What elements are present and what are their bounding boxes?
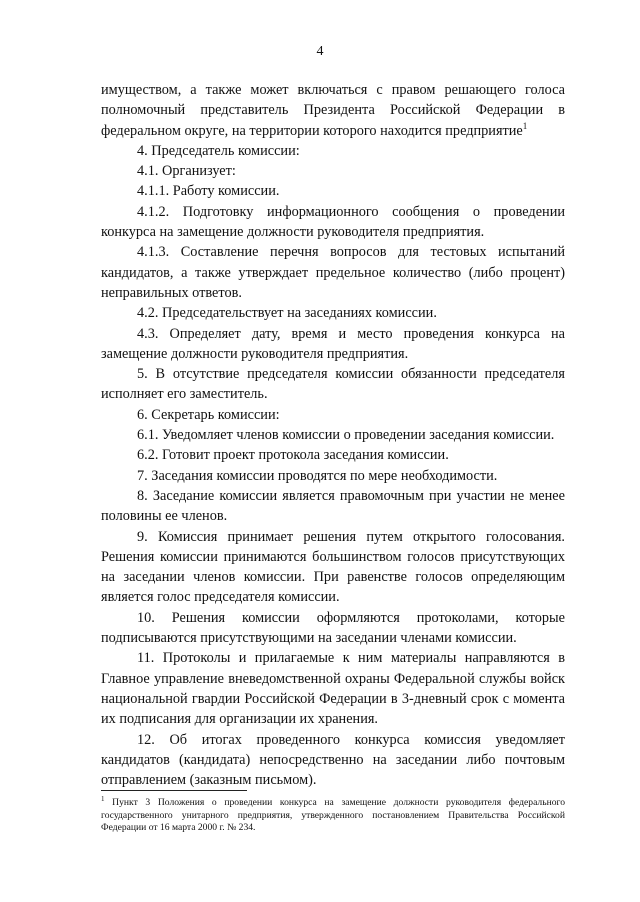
paragraph-6-1: 6.1. Уведомляет членов комиссии о проведении заседания комиссии. xyxy=(137,427,555,444)
paragraph-4-3: 4.3. Определяет дату, время и место проведения конкурса на замещение должности руководителя предприятия. xyxy=(101,325,565,362)
paragraph-4-1: 4.1. Организует: xyxy=(137,163,236,180)
footnote-mark: 1 xyxy=(101,794,105,803)
paragraph-9: 9. Комиссия принимает решения путем открытого голосования. Решения комиссии принимаются большинством голосов присутствующих на заседании членов комиссии. При равенстве голосов определяющим является голос председателя комиссии. xyxy=(101,528,565,606)
paragraph-11: 11. Протоколы и прилагаемые к ним материалы направляются в Главное управление вневедомственной охраны Федеральной службы войск национальной гвардии Российской Федерации в 3-дневный срок с момента их подписания для организации их хранения. xyxy=(101,650,565,728)
paragraph-text: имуществом, а также может включаться с правом решающего голоса полномочный представитель Президента Российской Федерации в федеральном округе, на территории которого находится предприятие xyxy=(101,82,565,139)
paragraph-4-1-3: 4.1.3. Составление перечня вопросов для тестовых испытаний кандидатов, а также утверждает предельное количество (либо процент) неправильных ответов. xyxy=(101,244,565,301)
paragraph-10: 10. Решения комиссии оформляются протоколами, которые подписываются присутствующими на заседании членами комиссии. xyxy=(101,609,565,647)
footnote-reference: 1 xyxy=(522,120,528,131)
paragraph-4-1-2: 4.1.2. Подготовку информационного сообщения о проведении конкурса на замещение должности руководителя предприятия. xyxy=(101,203,565,241)
paragraph-continuation xyxy=(101,80,565,141)
paragraph-7: 7. Заседания комиссии проводятся по мере необходимости. xyxy=(137,467,498,484)
document-body xyxy=(101,80,565,790)
paragraph-6-2: 6.2. Готовит проект протокола заседания комиссии. xyxy=(137,447,449,464)
paragraph-8: 8. Заседание комиссии является правомочным при участии не менее половины ее членов. xyxy=(101,487,565,525)
paragraph-4-2: 4.2. Председательствует на заседаниях комиссии. xyxy=(137,305,437,322)
footnote-text: Пункт 3 Положения о проведении конкурса на замещение должности руководителя федерального государственного унитарного предприятия, утвержденного постановлением Правительства Российской Федерации от 16 марта 2000 г. № 234. xyxy=(101,797,566,833)
paragraph-5: 5. В отсутствие председателя комиссии обязанности председателя исполняет его заместитель. xyxy=(101,366,565,403)
paragraph-12: 12. Об итогах проведенного конкурса комиссия уведомляет кандидатов (кандидата) непосредственно на заседании либо почтовым отправлением (заказным письмом). xyxy=(101,731,565,789)
footnote-separator xyxy=(101,790,247,791)
paragraph-4-1-1: 4.1.1. Работу комиссии. xyxy=(137,183,280,200)
footnote xyxy=(101,794,566,835)
paragraph-6: 6. Секретарь комиссии: xyxy=(137,406,280,423)
paragraph-4: 4. Председатель комиссии: xyxy=(137,142,300,159)
page-number: 4 xyxy=(316,44,324,59)
